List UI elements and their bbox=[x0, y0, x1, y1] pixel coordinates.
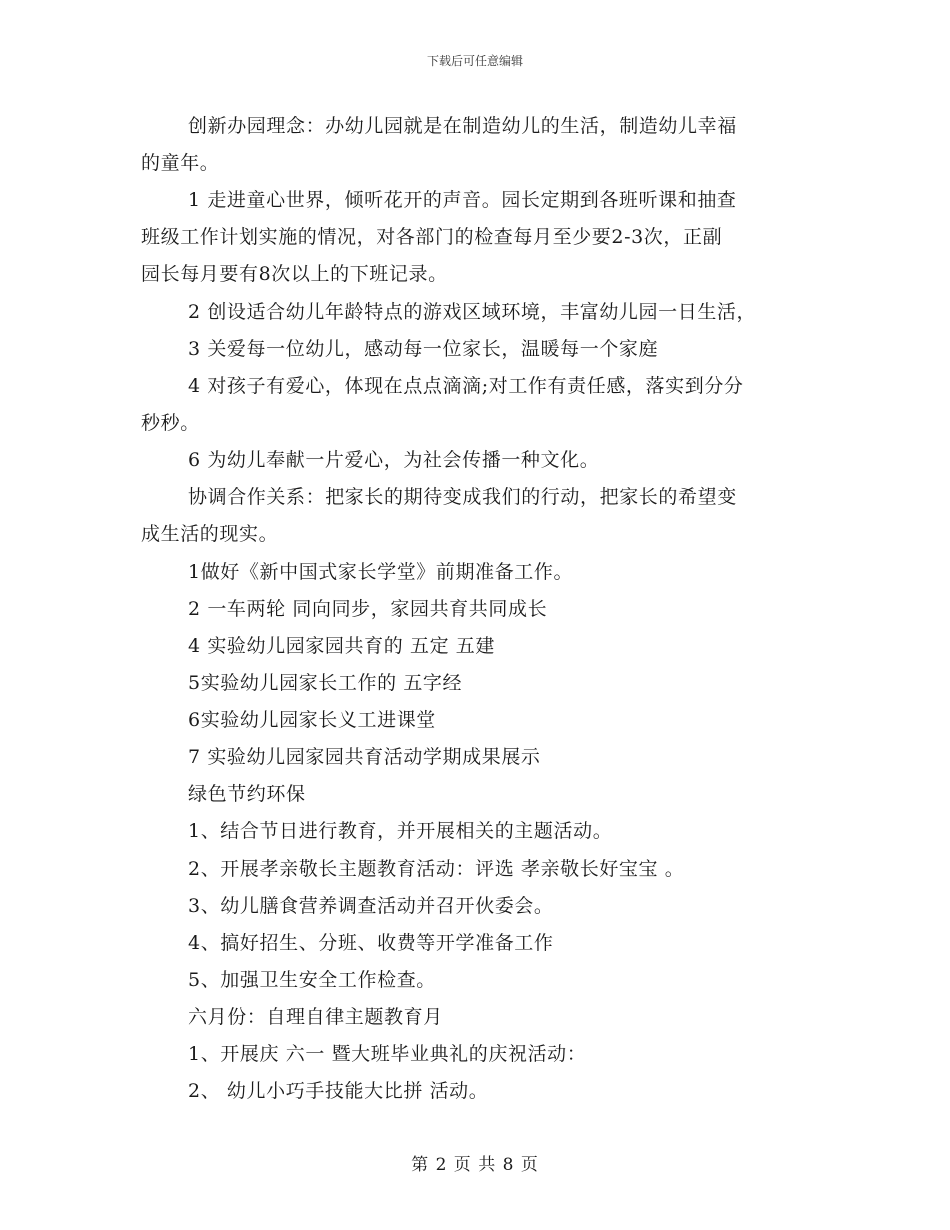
paragraph-line: 2、 幼儿小巧手技能大比拼 活动。 bbox=[188, 1080, 489, 1102]
paragraph-line: 2、开展孝亲敬长主题教育活动：评选 孝亲敬长好宝宝 。 bbox=[188, 858, 685, 880]
paragraph-line: 成生活的现实。 bbox=[141, 523, 279, 545]
paragraph-line: 秒秒。 bbox=[141, 412, 200, 434]
page-number-footer: 第 2 页 共 8 页 bbox=[411, 1155, 539, 1175]
section-heading: 六月份：自理自律主题教育月 bbox=[188, 1006, 443, 1028]
paragraph-line: 6 为幼儿奉献一片爱心，为社会传播一种文化。 bbox=[188, 449, 600, 471]
page-header: 下载后可任意编辑 bbox=[426, 54, 523, 68]
paragraph-line: 园长每月要有8次以上的下班记录。 bbox=[141, 263, 448, 285]
paragraph-line: 1 走进童心世界，倾听花开的声音。园长定期到各班听课和抽查 bbox=[188, 189, 737, 211]
paragraph-line: 创新办园理念：办幼儿园就是在制造幼儿的生活，制造幼儿幸福 bbox=[188, 115, 737, 137]
paragraph-line: 5、加强卫生安全工作检查。 bbox=[188, 969, 436, 991]
paragraph-line: 3 关爱每一位幼儿，感动每一位家长，温暖每一个家庭 bbox=[188, 338, 659, 360]
paragraph-line: 1、结合节日进行教育，并开展相关的主题活动。 bbox=[188, 820, 613, 842]
paragraph-line: 4 对孩子有爱心，体现在点点滴滴;对工作有责任感，落实到分分 bbox=[188, 375, 744, 397]
paragraph-line: 2 一车两轮 同向同步，家园共育共同成长 bbox=[188, 598, 548, 620]
paragraph-line: 6实验幼儿园家长义工进课堂 bbox=[188, 709, 436, 731]
paragraph-line: 协调合作关系：把家长的期待变成我们的行动，把家长的希望变 bbox=[188, 486, 737, 508]
paragraph-line: 班级工作计划实施的情况，对各部门的检查每月至少要2-3次，正副 bbox=[141, 226, 723, 248]
paragraph-line: 3、幼儿膳食营养调查活动并召开伙委会。 bbox=[188, 895, 554, 917]
paragraph-line: 1、开展庆 六一 暨大班毕业典礼的庆祝活动： bbox=[188, 1043, 587, 1065]
paragraph-line: 的童年。 bbox=[141, 152, 220, 174]
paragraph-line: 1做好《新中国式家长学堂》前期准备工作。 bbox=[188, 561, 574, 583]
paragraph-line: 4 实验幼儿园家园共育的 五定 五建 bbox=[188, 635, 496, 657]
paragraph-line: 7 实验幼儿园家园共育活动学期成果展示 bbox=[188, 746, 541, 768]
section-heading: 绿色节约环保 bbox=[188, 783, 306, 805]
paragraph-line: 4、搞好招生、分班、收费等开学准备工作 bbox=[188, 932, 554, 954]
paragraph-line: 2 创设适合幼儿年龄特点的游戏区域环境，丰富幼儿园一日生活， bbox=[188, 301, 757, 323]
paragraph-line: 5实验幼儿园家长工作的 五字经 bbox=[188, 672, 463, 694]
